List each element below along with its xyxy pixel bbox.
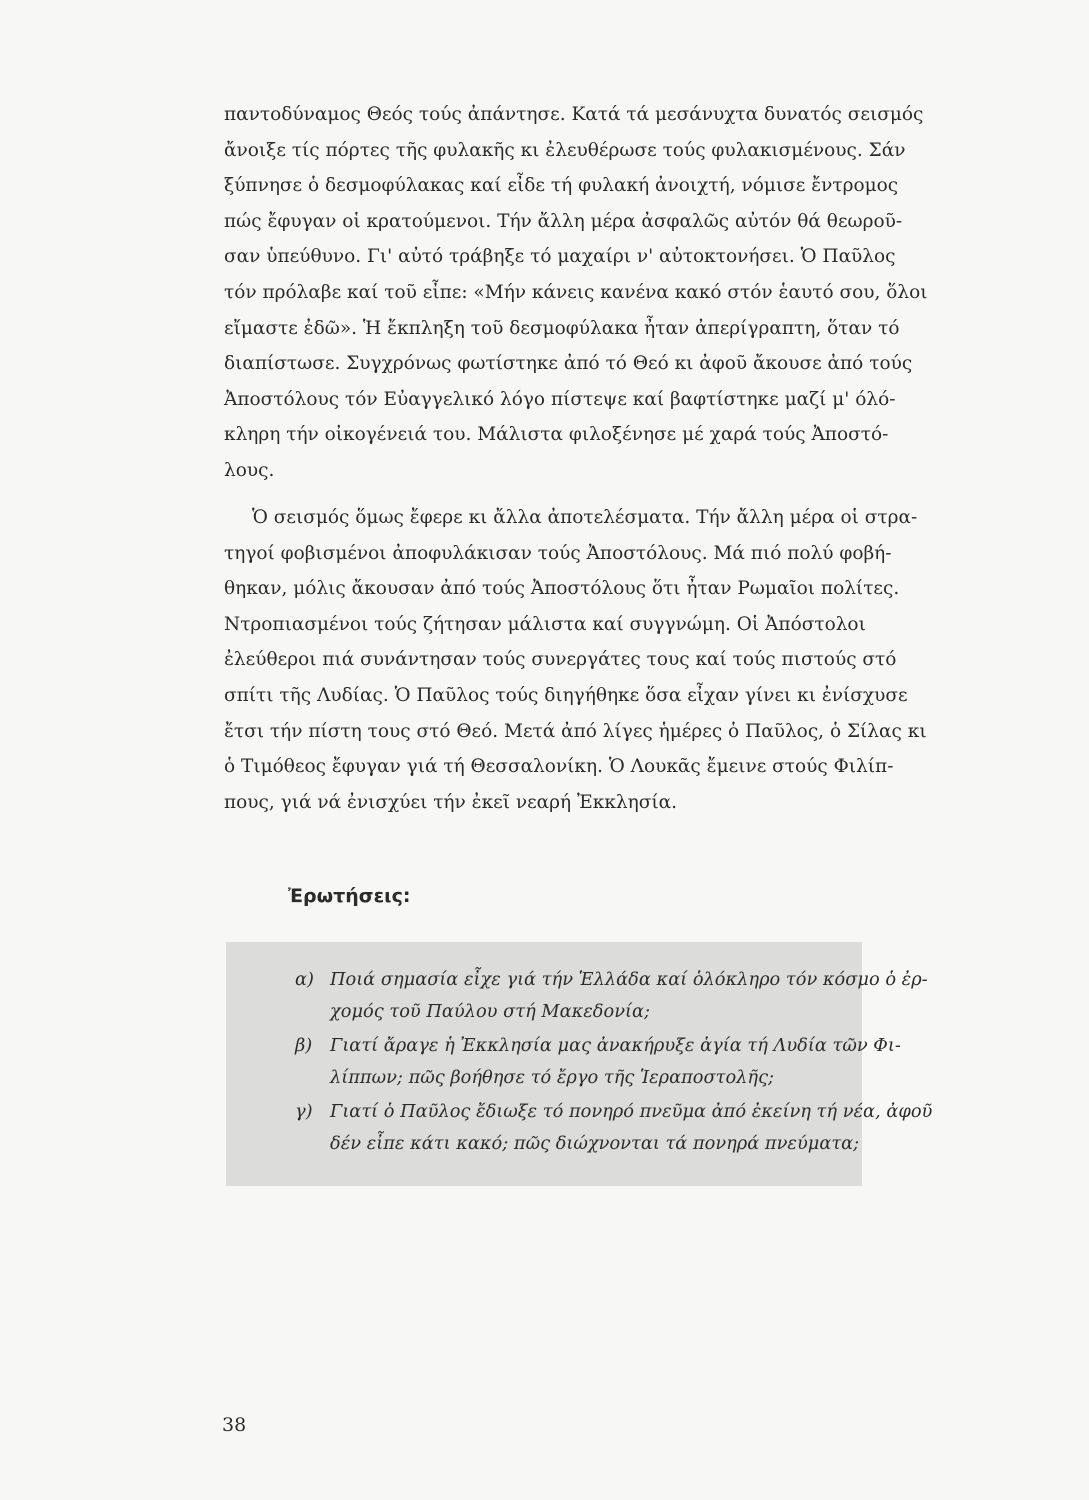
text-line: Ὁ σεισμός ὅμως ἔφερε κι ἄλλα ἀποτελέσματα. Τήν ἄλλη μέρα οἱ στρα- [252,507,918,528]
question-text: χομός τοῦ Παύλου στή Μακεδονία; [330,1001,651,1022]
text-line: τόν πρόλαβε καί τοῦ εἶπε: «Μήν κάνεις κανένα κακό στόν ἑαυτό σου, ὅλοι [224,281,928,303]
question-b [295,1030,901,1094]
question-c [295,1096,933,1160]
question-a [295,964,928,1028]
text-line: τηγοί φοβισμένοι ἀποφυλάκισαν τούς Ἀποστόλους. Μά πιό πολύ φοβή- [224,542,892,564]
text-line: λους. [224,459,275,481]
text-line: κληρη τήν οἰκογένειά του. Μάλιστα φιλοξένησε μέ χαρά τούς Ἀποστό- [224,424,889,446]
text-line: Ντροπιασμένοι τούς ζήτησαν μάλιστα καί συγγνώμη. Οἱ Ἀπόστολοι [224,613,866,635]
question-marker: α) [295,969,314,990]
question-marker: β) [295,1035,313,1056]
question-text: Γιατί ἄραγε ἡ Ἐκκλησία μας ἀνακήρυξε ἁγία τή Λυδία τῶν Φι- [330,1035,901,1056]
text-line: σπίτι τῆς Λυδίας. Ὁ Παῦλος τούς διηγήθηκε ὅσα εἶχαν γίνει κι ἐνίσχυσε [224,684,908,706]
question-text: Ποιά σημασία εἶχε γιά τήν Ἑλλάδα καί ὁλόκληρο τόν κόσμο ὁ ἐρ- [330,969,928,990]
text-line: Ἀποστόλους τόν Εὐαγγελικό λόγο πίστεψε καί βαφτίστηκε μαζί μ' όλό- [224,388,896,410]
text-line: ὁ Τιμόθεος ἔφυγαν γιά τή Θεσσαλονίκη. Ὁ Λουκᾶς ἔμεινε στούς Φιλίπ- [224,756,894,778]
text-line: πους, γιά νά ἐνισχύει τήν ἐκεῖ νεαρή Ἐκκλησία. [224,791,677,813]
question-text: λίππων; πῶς βοήθησε τό ἔργο τῆς Ἱεραποστολῆς; [330,1067,775,1088]
question-text: δέν εἶπε κάτι κακό; πῶς διώχνονται τά πονηρά πνεύματα; [330,1133,860,1154]
text-line: πώς ἔφυγαν οἱ κρατούμενοι. Τήν ἄλλη μέρα ἀσφαλῶς αὐτόν θά θεωροῦ- [224,210,903,232]
page-number: 38 [222,1414,247,1436]
question-marker: γ) [295,1101,313,1122]
text-line: ἔτσι τήν πίστη τους στό Θεό. Μετά ἀπό λίγες ἡμέρες ὁ Παῦλος, ὁ Σίλας κι [224,720,927,742]
text-line: θηκαν, μόλις ἄκουσαν ἀπό τούς Ἀποστόλους ὅτι ἦταν Ρωμαῖοι πολίτες. [224,578,900,600]
question-text: Γιατί ὁ Παῦλος ἔδιωξε τό πονηρό πνεῦμα ἀπό ἐκείνη τή νέα, ἀφοῦ [330,1101,933,1122]
text-line: ἐλεύθεροι πιά συνάντησαν τούς συνεργάτες τους καί τούς πιστούς στό [224,649,897,671]
paragraph-1 [224,97,928,489]
text-line: ξύπνησε ὁ δεσμοφύλακας καί εἶδε τή φυλακή ἀνοιχτή, νόμισε ἔντρομος [224,175,899,197]
text-line: ἄνοιξε τίς πόρτες τῆς φυλακῆς κι ἐλευθέρωσε τούς φυλακισμένους. Σάν [224,139,906,161]
text-line: παντοδύναμος Θεός τούς ἀπάντησε. Κατά τά μεσάνυχτα δυνατός σεισμός [224,104,924,125]
paragraph-2 [224,500,927,820]
text-line: διαπίστωσε. Συγχρόνως φωτίστηκε ἀπό τό Θεό κι ἀφοῦ ἄκουσε ἀπό τούς [224,353,913,375]
questions-heading: Ἐρωτήσεις: [288,885,411,907]
text-line: εἴμαστε ἐδῶ». Ἡ ἔκπληξη τοῦ δεσμοφύλακα ἦταν ἀπερίγραπτη, ὅταν τό [224,317,900,339]
text-line: σαν ὑπεύθυνο. Γι' αὐτό τράβηξε τό μαχαίρι ν' αὐτοκτονήσει. Ὁ Παῦλος [224,246,896,268]
